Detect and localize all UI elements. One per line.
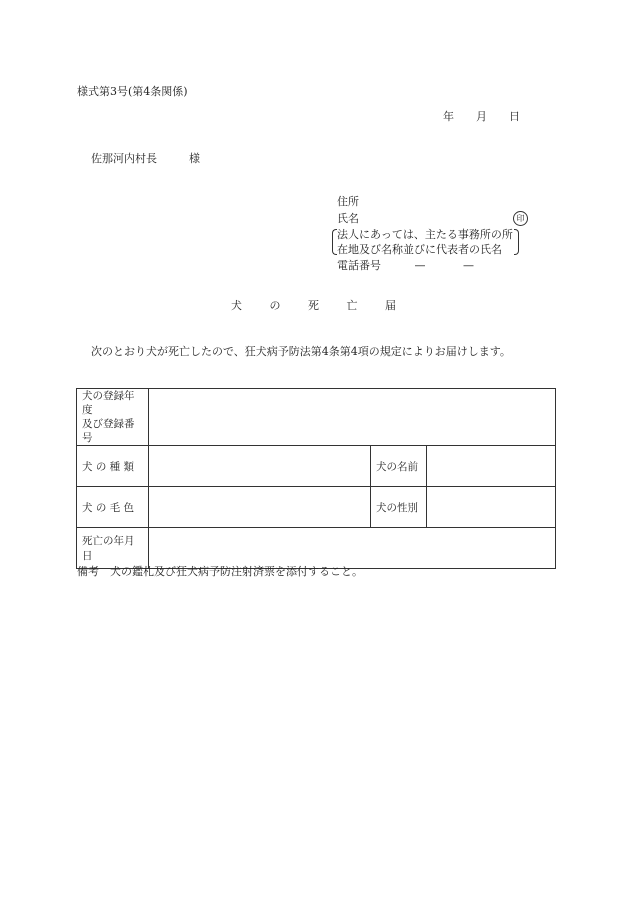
- coat-color-field[interactable]: [149, 487, 371, 528]
- death-date-label: 死亡の年月日: [77, 528, 149, 569]
- registration-field[interactable]: [149, 389, 556, 446]
- name-row: [337, 210, 525, 227]
- date-year-label: 年: [443, 110, 454, 123]
- remark-text: 備考 犬の鑑札及び狂犬病予防注射済票を添付すること。: [77, 565, 363, 578]
- death-date-field[interactable]: [149, 528, 556, 569]
- corporate-note: [332, 227, 519, 257]
- form-number: 様式第3号(第4条関係): [77, 85, 188, 98]
- breed-field[interactable]: [149, 446, 371, 487]
- corporate-note-line1: 法人にあっては、主たる事務所の所: [337, 228, 513, 241]
- table-row: [77, 446, 556, 487]
- registration-label-line2: 及び登録番号: [82, 418, 135, 444]
- address-label: 住所: [337, 195, 359, 208]
- title-char: の: [269, 299, 281, 312]
- document-title: [231, 300, 396, 311]
- table-row: [77, 389, 556, 446]
- table-row: [77, 528, 556, 569]
- title-char: 死: [308, 299, 319, 312]
- registration-label: [77, 389, 149, 446]
- dog-name-field[interactable]: [426, 446, 555, 487]
- phone-separator-1: —: [414, 259, 426, 272]
- registration-label-line1: 犬の登録年度: [82, 390, 135, 416]
- addressee-name: 佐那河内村長: [91, 152, 157, 165]
- corporate-note-line2: 在地及び名称並びに代表者の氏名: [337, 243, 502, 256]
- addressee-honorific: 様: [189, 152, 200, 165]
- sex-label: 犬の性別: [370, 487, 426, 528]
- address-row: [337, 193, 519, 210]
- coat-color-label: 犬 の 毛 色: [77, 487, 149, 528]
- title-char: 亡: [346, 299, 358, 312]
- phone-row: [337, 257, 519, 274]
- applicant-block: [337, 193, 525, 274]
- title-char: 犬: [231, 299, 242, 312]
- sex-field[interactable]: [426, 487, 555, 528]
- phone-label: 電話番号: [337, 259, 381, 272]
- date-day-label: 日: [509, 110, 520, 123]
- notification-table: [76, 388, 556, 569]
- date-month-label: 月: [476, 110, 487, 123]
- dog-name-label: 犬の名前: [370, 446, 426, 487]
- breed-label: 犬 の 種 類: [77, 446, 149, 487]
- statement-text: 次のとおり犬が死亡したので、狂犬病予防法第4条第4項の規定によりお届けします。: [91, 345, 511, 358]
- seal-mark: 印: [513, 211, 528, 226]
- phone-separator-2: —: [463, 259, 474, 272]
- addressee: [91, 153, 200, 164]
- name-label: 氏名: [337, 212, 359, 225]
- title-char: 届: [385, 299, 396, 312]
- table-row: [77, 487, 556, 528]
- date-line: [443, 111, 520, 122]
